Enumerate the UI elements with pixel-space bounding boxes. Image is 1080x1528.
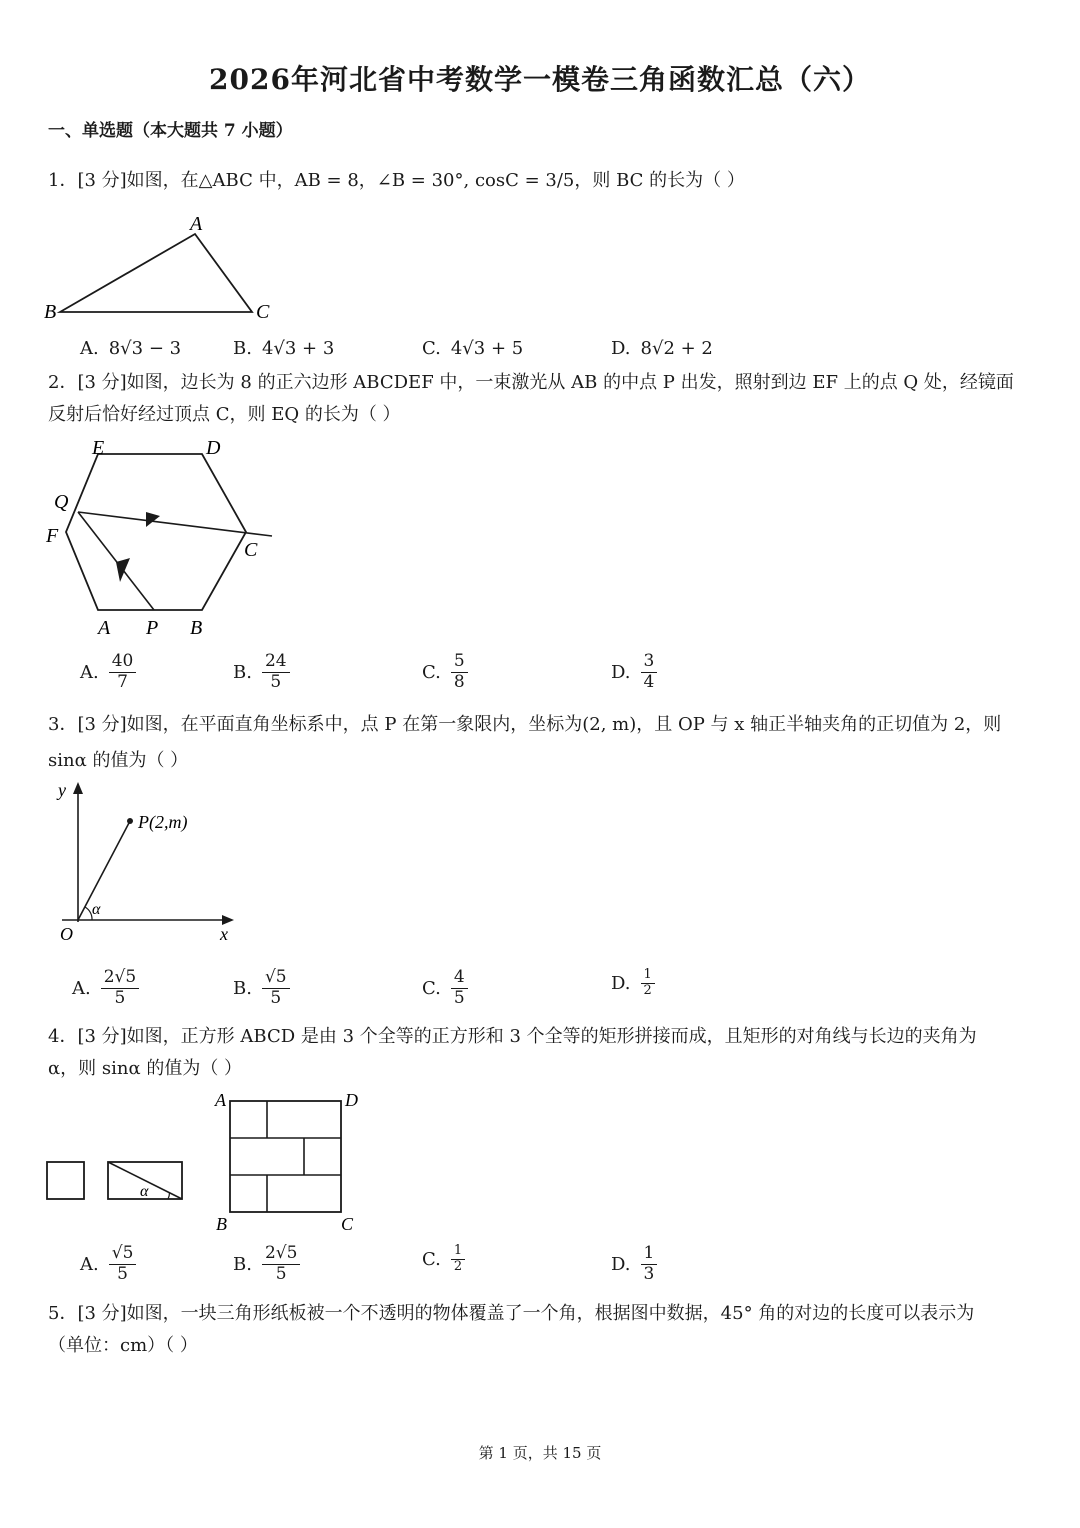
q4-option-a[interactable]: A. $\frac{√5}{5}$ (80, 1244, 136, 1284)
label-p: P (146, 617, 159, 639)
section-heading: 一、单选题（本大题共 7 小题） (48, 121, 293, 141)
triangle-abc-figure (40, 210, 280, 330)
label-c: C (244, 539, 258, 561)
question-2-stem-line1: 2．[3 分]如图，边长为 8 的正六边形 ABCDEF 中，一束激光从 AB 的中点 P 出发，照射到边 EF 上的点 Q 处，经镜面 (48, 372, 1014, 393)
question-4-stem-line2: α，则 sinα 的值为（ ） (48, 1058, 243, 1079)
label-f: F (46, 525, 59, 547)
label-d: D (206, 437, 221, 459)
q3-option-d[interactable]: D. $\frac{1}{2}$ (611, 968, 655, 999)
arrow-head-2 (146, 512, 160, 527)
q4-option-d[interactable]: D. $\frac{1}{3}$ (611, 1244, 657, 1284)
label-b: B (216, 1214, 227, 1234)
question-3-stem-line2: sinα 的值为（ ） (48, 750, 189, 771)
q1-option-b[interactable]: B. 4√3 + 3 (233, 338, 335, 359)
segment-op (78, 821, 130, 920)
point-p (127, 818, 133, 824)
q2-option-b[interactable]: B. $\frac{24}{5}$ (233, 652, 290, 692)
y-axis-arrow (73, 782, 83, 794)
q4-option-b[interactable]: B. $\frac{2√5}{5}$ (233, 1244, 300, 1284)
label-a: A (98, 617, 111, 639)
square-abcd (230, 1101, 341, 1212)
q1-option-c[interactable]: C. 4√3 + 5 (422, 338, 524, 359)
angle-arc (168, 1193, 170, 1200)
question-5-stem-line2: （单位：cm）（ ） (48, 1335, 198, 1356)
q4-option-c[interactable]: C. $\frac{1}{2}$ (422, 1244, 465, 1275)
label-c: C (341, 1214, 354, 1234)
q1-option-a[interactable]: A. 8√3 − 3 (80, 338, 182, 359)
q3-option-c[interactable]: C. $\frac{4}{5}$ (422, 968, 468, 1008)
triangle-abc (60, 234, 252, 312)
label-p: P(2,m) (138, 812, 188, 832)
label-q: Q (54, 491, 69, 513)
q2-option-a[interactable]: A. $\frac{40}{7}$ (80, 652, 136, 692)
label-d: D (345, 1090, 358, 1110)
label-o: O (60, 924, 73, 944)
question-4-stem-line1: 4．[3 分]如图，正方形 ABCD 是由 3 个全等的正方形和 3 个全等的矩形拼接而成，且矩形的对角线与长边的夹角为 (48, 1026, 977, 1047)
unit-square (47, 1162, 84, 1199)
label-alpha: α (140, 1183, 149, 1200)
arrow-head-1 (116, 558, 130, 582)
question-5-stem-line1: 5．[3 分]如图，一块三角形纸板被一个不透明的物体覆盖了一个角，根据图中数据，45° 角的对边的长度可以表示为 (48, 1303, 975, 1324)
laser-path-pq (78, 512, 154, 610)
label-b: B (44, 301, 57, 323)
page-title: 2026年河北省中考数学一模卷三角函数汇总（六） (209, 63, 871, 96)
q2-option-c[interactable]: C. $\frac{5}{8}$ (422, 652, 468, 692)
label-b: B (190, 617, 203, 639)
label-e: E (92, 437, 105, 459)
question-2-stem-line2: 反射后恰好经过顶点 C，则 EQ 的长为（ ） (48, 404, 401, 425)
label-a: A (215, 1090, 226, 1110)
label-a: A (190, 213, 203, 235)
q3-option-a[interactable]: A. $\frac{2√5}{5}$ (72, 968, 139, 1008)
page-footer: 第 1 页，共 15 页 (478, 1444, 602, 1462)
q2-option-d[interactable]: D. $\frac{3}{4}$ (611, 652, 657, 692)
square-tiling-figure (40, 1088, 380, 1238)
label-alpha: α (92, 901, 101, 918)
question-3-stem-line1: 3．[3 分]如图，在平面直角坐标系中，点 P 在第一象限内，坐标为(2, m)，且 OP 与 x 轴正半轴夹角的正切值为 2，则 (48, 714, 1002, 735)
label-y: y (58, 780, 66, 800)
q3-option-b[interactable]: B. $\frac{√5}{5}$ (233, 968, 290, 1008)
angle-arc (85, 907, 92, 920)
label-c: C (256, 301, 270, 323)
reflected-path-qc (78, 512, 272, 536)
label-x: x (220, 924, 228, 944)
q1-option-d[interactable]: D. 8√2 + 2 (611, 338, 713, 359)
coordinate-figure (40, 780, 260, 950)
question-1-stem: 1．[3 分]如图，在△ABC 中，AB = 8，∠B = 30°, cosC = 3/5，则 BC 的长为（ ） (48, 170, 745, 191)
hexagon-figure (40, 432, 290, 642)
